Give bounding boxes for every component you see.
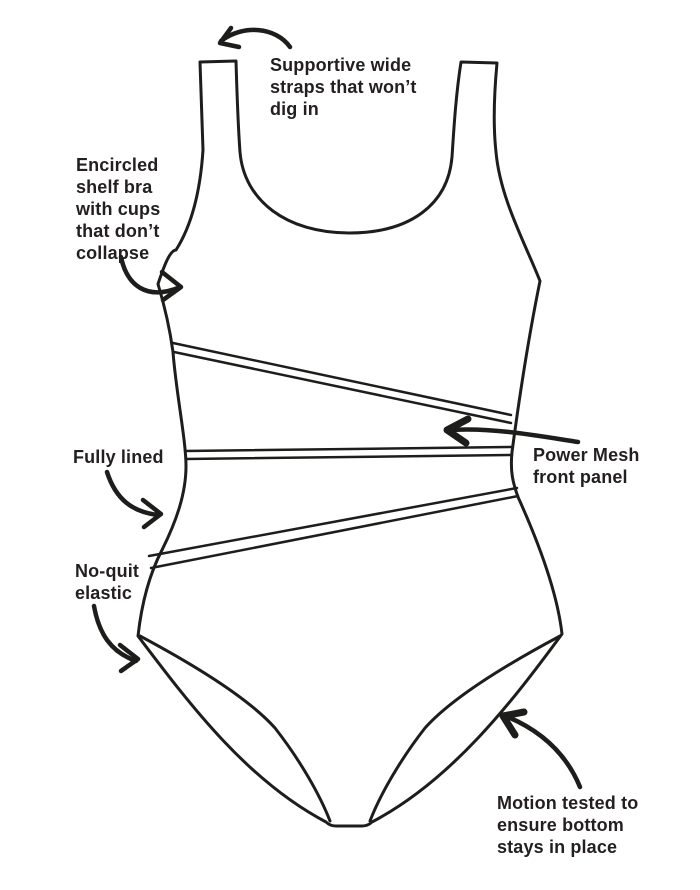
label-line: Power Mesh	[533, 445, 640, 465]
label-line: with cups	[76, 199, 161, 219]
label-line: front panel	[533, 467, 628, 487]
label-line: straps that won’t	[270, 77, 417, 97]
label-line: Motion tested to	[497, 793, 639, 813]
label-line: elastic	[75, 583, 133, 603]
label-power-mesh	[533, 444, 640, 488]
label-line: collapse	[76, 243, 150, 263]
leg-opening-left	[140, 636, 330, 821]
label-line: No-quit	[75, 561, 140, 581]
label-motion-tested	[497, 792, 638, 858]
seam-upper-diagonal	[173, 343, 511, 423]
label-line: that don’t	[76, 221, 160, 241]
label-no-quit-elastic	[75, 560, 139, 604]
arrow-motion-icon	[503, 712, 580, 787]
seam-lower-diagonal	[149, 488, 518, 568]
label-line: stays in place	[497, 837, 618, 857]
label-line: dig in	[270, 99, 319, 119]
label-fully-lined	[73, 446, 164, 468]
label-line: Fully lined	[73, 447, 164, 467]
label-line: Encircled	[76, 155, 159, 175]
seam-middle-horizontal	[185, 447, 512, 459]
arrow-fully-lined-icon	[107, 472, 161, 527]
label-supportive-straps	[270, 54, 417, 120]
label-line: ensure bottom	[497, 815, 624, 835]
label-line: shelf bra	[76, 177, 153, 197]
swimsuit-outline	[138, 61, 562, 826]
arrow-straps-icon	[220, 28, 290, 47]
arrow-no-quit-icon	[94, 606, 138, 671]
label-line: Supportive wide	[270, 55, 412, 75]
label-shelf-bra	[76, 154, 160, 264]
